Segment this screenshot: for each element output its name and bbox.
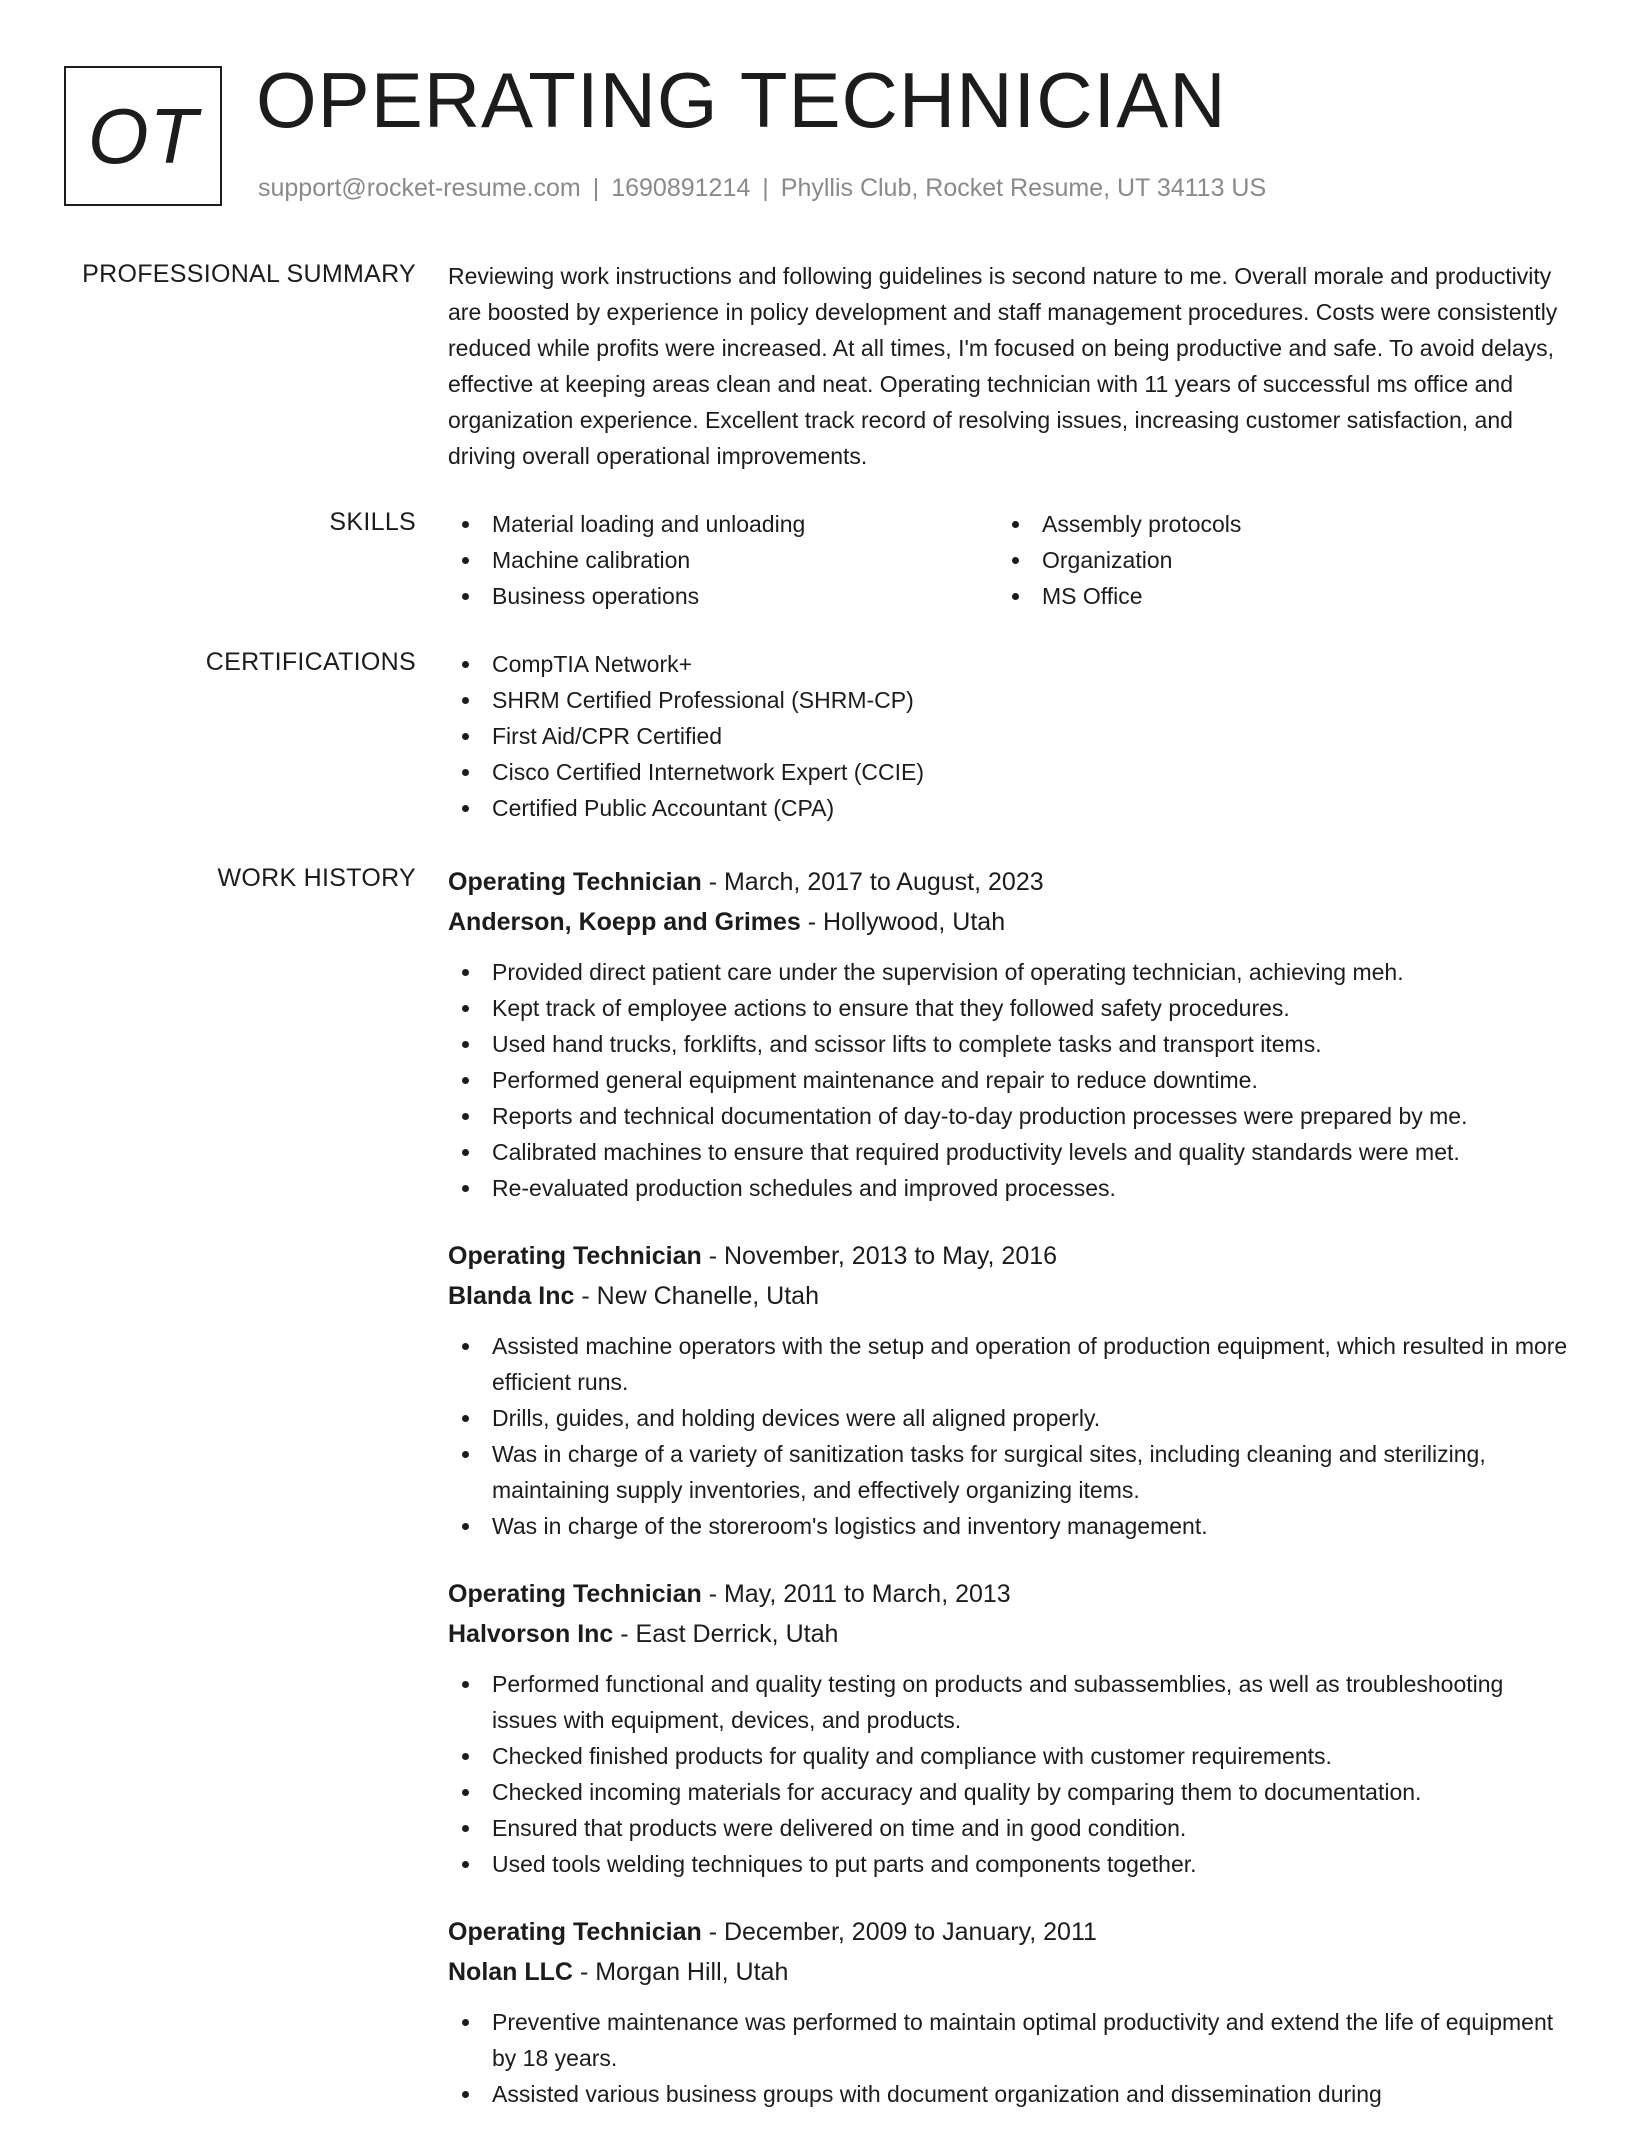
job-dates: - May, 2011 to March, 2013 [701,1580,1011,1608]
certification-item: Cisco Certified Internetwork Expert (CCIE) [448,754,1568,790]
job-dates: - November, 2013 to May, 2016 [701,1242,1058,1270]
job-location: - East Derrick, Utah [613,1620,839,1648]
certifications-body [448,646,1568,826]
contact-address: Phyllis Club, Rocket Resume, UT 34113 US [780,174,1267,202]
job-bullet: Drills, guides, and holding devices were all aligned properly. [448,1400,1568,1436]
job-title-line [448,1912,1568,1952]
resume-title: OPERATING TECHNICIAN [256,56,1227,144]
job-bullet: Performed functional and quality testing on products and subassemblies, as well as troubleshooting issues with equipment, devices, and products. [448,1666,1568,1738]
job-bullet: Checked finished products for quality and compliance with customer requirements. [448,1738,1568,1774]
summary-body [448,258,1568,474]
job-location: - Morgan Hill, Utah [573,1958,789,1986]
job-company-line [448,1952,1568,1992]
job-title: Operating Technician [448,1918,702,1946]
job-entry [448,1574,1568,1882]
monogram-box [64,66,222,206]
skills-grid [448,506,1568,614]
job-bullet: Used tools welding techniques to put parts and components together. [448,1846,1568,1882]
contact-email: support@rocket-resume.com [258,174,581,202]
job-bullet: Assisted various business groups with document organization and dissemination during [448,2076,1568,2112]
job-bullet: Kept track of employee actions to ensure that they followed safety procedures. [448,990,1568,1026]
contact-line [258,174,1266,203]
contact-separator: | [592,174,600,202]
job-bullets [448,1666,1568,1882]
job-bullet: Was in charge of the storeroom's logistics and inventory management. [448,1508,1568,1544]
monogram-initials: OT [87,91,199,180]
job-dates: - December, 2009 to January, 2011 [701,1918,1097,1946]
summary-label: PROFESSIONAL SUMMARY [82,260,416,288]
job-bullet: Assisted machine operators with the setup and operation of production equipment, which resulted in more efficient runs. [448,1328,1568,1400]
skill-item: Material loading and unloading [448,506,998,542]
certification-item: First Aid/CPR Certified [448,718,1568,754]
job-bullet: Preventive maintenance was performed to maintain optimal productivity and extend the life of equipment by 18 years. [448,2004,1568,2076]
job-dates: - March, 2017 to August, 2023 [701,868,1044,896]
contact-separator: | [762,174,769,202]
skills-list-left [448,506,998,614]
job-entry [448,1236,1568,1544]
certifications-list [448,646,1568,826]
skills-label: SKILLS [329,508,416,536]
job-bullet: Ensured that products were delivered on time and in good condition. [448,1810,1568,1846]
job-company: Anderson, Koepp and Grimes [448,908,801,936]
job-company-line [448,1614,1568,1654]
job-bullet: Re-evaluated production schedules and improved processes. [448,1170,1568,1206]
job-company-line [448,1276,1568,1316]
skills-list-right [998,506,1548,614]
job-bullet: Provided direct patient care under the supervision of operating technician, achieving meh. [448,954,1568,990]
job-entry [448,1912,1568,2112]
job-title-line [448,1574,1568,1614]
contact-phone: 1690891214 [611,174,751,202]
job-bullets [448,954,1568,1206]
job-company-line [448,902,1568,942]
certifications-label: CERTIFICATIONS [205,648,416,676]
job-title: Operating Technician [448,1580,702,1608]
skill-item: Machine calibration [448,542,998,578]
skill-item: Assembly protocols [998,506,1548,542]
job-bullets [448,2004,1568,2112]
skill-item: Business operations [448,578,998,614]
job-location: - Hollywood, Utah [800,908,1006,936]
certification-item: CompTIA Network+ [448,646,1568,682]
job-bullet: Used hand trucks, forklifts, and scissor lifts to complete tasks and transport items. [448,1026,1568,1062]
job-company: Halvorson Inc [448,1620,614,1648]
skill-item: MS Office [998,578,1548,614]
job-entry [448,862,1568,1206]
job-location: - New Chanelle, Utah [574,1282,819,1310]
certification-item: SHRM Certified Professional (SHRM-CP) [448,682,1568,718]
job-title-line [448,1236,1568,1276]
certification-item: Certified Public Accountant (CPA) [448,790,1568,826]
job-bullet: Calibrated machines to ensure that required productivity levels and quality standards were met. [448,1134,1568,1170]
summary-text: Reviewing work instructions and following guidelines is second nature to me. Overall morale and productivity are boosted by experience in policy development and staff management procedures. Costs were consistently reduced while profits were increased. At all times, I'm focused on being productive and safe. To avoid delays, effective at keeping areas clean and neat. Operating technician with 11 years of successful ms office and organization experience. Excellent track record of resolving issues, increasing customer satisfaction, and driving overall operational improvements. [448,263,1558,469]
job-bullets [448,1328,1568,1544]
job-title: Operating Technician [448,868,702,896]
work-history-body [448,862,1568,2142]
work-history-label: WORK HISTORY [217,864,416,892]
job-title: Operating Technician [448,1242,702,1270]
skills-body [448,506,1568,614]
skill-item: Organization [998,542,1548,578]
job-bullet: Checked incoming materials for accuracy and quality by comparing them to documentation. [448,1774,1568,1810]
job-bullet: Reports and technical documentation of day-to-day production processes were prepared by me. [448,1098,1568,1134]
job-company: Blanda Inc [448,1282,575,1310]
job-company: Nolan LLC [448,1958,573,1986]
job-bullet: Was in charge of a variety of sanitization tasks for surgical sites, including cleaning and sterilizing, maintaining supply inventories, and effectively organizing items. [448,1436,1568,1508]
job-bullet: Performed general equipment maintenance and repair to reduce downtime. [448,1062,1568,1098]
job-title-line [448,862,1568,902]
